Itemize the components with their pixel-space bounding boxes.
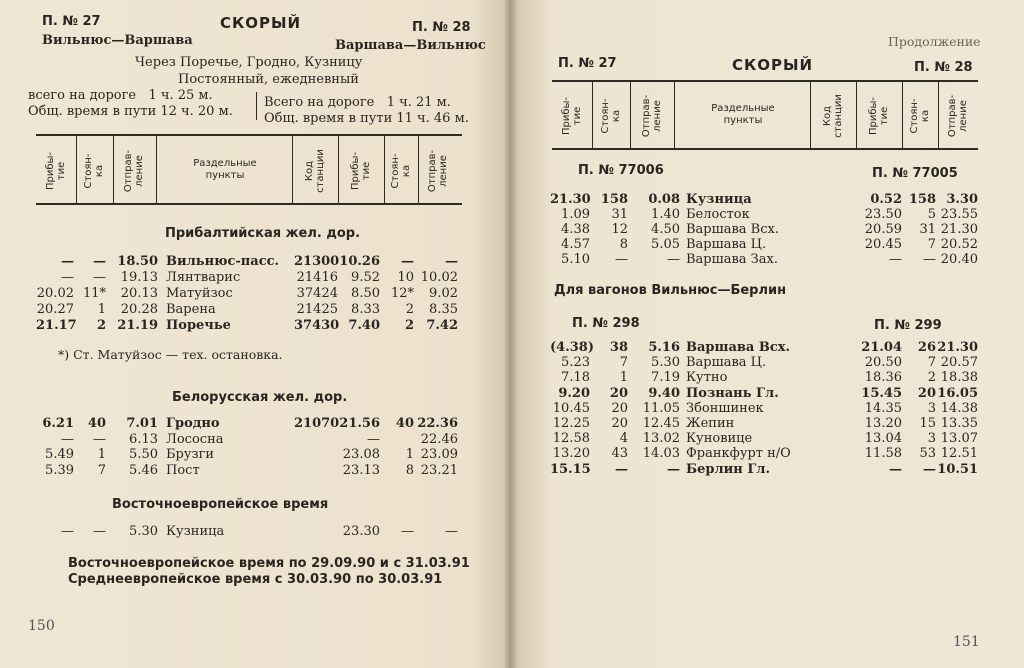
- table-cell: —: [889, 461, 902, 477]
- table-cell: 7.19: [651, 370, 680, 386]
- table-cell: 2: [96, 318, 106, 333]
- col-departure: Отправ- ление: [123, 149, 145, 193]
- train-number-left: П. № 27: [42, 14, 101, 29]
- table-cell: 4.50: [651, 222, 680, 237]
- subtrain2-left: П. № 298: [572, 316, 640, 331]
- table-cell: 43: [611, 446, 628, 462]
- table-cell: 21.30: [550, 192, 591, 207]
- table-cell: 18.38: [940, 370, 978, 386]
- table-cell: 21.56: [339, 416, 380, 431]
- table-cell: Берлин Гл.: [686, 461, 770, 477]
- table-cell: 13.04: [864, 431, 902, 447]
- table-cell: 12*: [390, 286, 414, 301]
- table-cell: 31: [919, 222, 936, 237]
- table-cell: Кузница: [686, 192, 752, 207]
- table-cell: 2: [927, 370, 936, 386]
- schedule-text: Постоянный, ежедневный: [178, 72, 359, 87]
- table-cell: 158: [600, 192, 628, 207]
- table-cell: 22.46: [420, 431, 458, 447]
- table-cell: —: [61, 431, 74, 447]
- table-cell: 21300: [294, 254, 340, 269]
- table-cell: 20.27: [36, 302, 74, 317]
- table-cell: 5.16: [648, 340, 680, 355]
- table-cell: 21.19: [117, 318, 158, 333]
- table-cell: 18.50: [117, 254, 158, 269]
- col-stop-return: Стоян- ка: [390, 153, 412, 189]
- table-cell: Варена: [166, 302, 216, 317]
- table-cell: 4.38: [561, 222, 590, 237]
- table-cell: 23.08: [342, 447, 380, 462]
- table-cell: 23.55: [940, 207, 978, 222]
- table-cell: —: [93, 254, 106, 269]
- table-cell: 1.40: [651, 207, 680, 222]
- table-cell: —: [61, 254, 74, 269]
- table-cell: 16.05: [937, 385, 978, 401]
- col-stop: Стоян- ка: [83, 153, 105, 189]
- table-cell: 37424: [296, 286, 338, 301]
- train-number-right: П. № 28: [412, 20, 471, 35]
- route-left: Вильнюс—Варшава: [42, 33, 193, 48]
- table-cell: —: [615, 252, 628, 267]
- table-cell: 14.03: [642, 446, 680, 462]
- table-cell: —: [889, 252, 902, 267]
- total-right-2: Общ. время в пути 11 ч. 46 м.: [264, 111, 469, 126]
- table-cell: 13.02: [642, 431, 680, 447]
- table-cell: 20.13: [120, 286, 158, 301]
- table-cell: Познань Гл.: [686, 385, 779, 401]
- table-cell: 21425: [296, 302, 338, 317]
- table-cell: 9.40: [648, 385, 680, 401]
- table-cell: 31: [611, 207, 628, 222]
- table-cell: 18.36: [864, 370, 902, 386]
- table-cell: 21070: [294, 416, 340, 431]
- col-stop-r: Стоян- ка: [600, 98, 622, 134]
- table-cell: 12: [611, 222, 628, 237]
- table-cell: 22.36: [417, 416, 458, 431]
- table-cell: 23.50: [864, 207, 902, 222]
- total-left-1: всего на дороге 1 ч. 25 м.: [28, 88, 213, 103]
- table-cell: —: [923, 461, 936, 477]
- table-cell: 14.38: [940, 400, 978, 416]
- table-cell: 7.40: [348, 318, 380, 333]
- col-arrival-return-r: Прибы- тие: [868, 96, 890, 136]
- table-cell: 7: [97, 462, 106, 478]
- table-cell: —: [93, 431, 106, 447]
- table-cell: 26: [917, 340, 936, 355]
- table-cell: 7.01: [126, 416, 158, 431]
- section-belarus: Белорусская жел. дор.: [172, 390, 348, 405]
- table-cell: 6.21: [42, 416, 74, 431]
- table-cell: —: [667, 461, 680, 477]
- table-cell: 5.46: [129, 462, 158, 478]
- table-cell: 11.05: [642, 400, 680, 416]
- via-text: Через Поречье, Гродно, Кузницу: [135, 55, 363, 70]
- total-right-1: Всего на дороге 1 ч. 21 м.: [264, 95, 451, 110]
- table-cell: Лянтварис: [166, 270, 241, 285]
- table-cell: 15: [919, 416, 936, 431]
- table-cell: 9.20: [558, 385, 590, 401]
- table-cell: —: [667, 252, 680, 267]
- table-cell: Кузница: [166, 524, 225, 539]
- table-cell: 3.30: [946, 192, 978, 207]
- table-cell: 1: [619, 370, 628, 386]
- table-cell: —: [61, 524, 74, 539]
- table-cell: 2: [405, 302, 414, 317]
- table-cell: 10: [397, 270, 414, 285]
- table-cell: 1: [97, 447, 106, 462]
- table-cell: 5.50: [129, 447, 158, 462]
- table-cell: 9.52: [351, 270, 380, 285]
- table-cell: (4.38): [550, 340, 594, 355]
- table-cell: Куновице: [686, 431, 753, 447]
- table-cell: 19.13: [120, 270, 158, 285]
- table-cell: 20.40: [940, 252, 978, 267]
- table-cell: 7: [927, 355, 936, 371]
- table-cell: 7: [619, 355, 628, 371]
- train-number-right-r: П. № 28: [914, 60, 973, 75]
- table-cell: 11.58: [864, 446, 902, 462]
- right-page: [510, 0, 1024, 668]
- table-cell: Лососна: [166, 431, 224, 447]
- table-cell: 1.09: [561, 207, 590, 222]
- table-cell: 38: [609, 340, 628, 355]
- page-number-right: 151: [953, 634, 980, 650]
- footer-line-2: Среднеевропейское время с 30.03.90 по 30.03.91: [68, 572, 443, 587]
- table-cell: 5.10: [561, 252, 590, 267]
- table-cell: —: [445, 254, 458, 269]
- table-cell: 1: [97, 302, 106, 317]
- table-cell: 20.02: [36, 286, 74, 301]
- table-cell: 8.33: [351, 302, 380, 317]
- header-bottom-rule-r: [552, 148, 978, 150]
- table-cell: 10.51: [937, 461, 978, 477]
- table-cell: 20: [917, 385, 936, 401]
- table-cell: 10.26: [339, 254, 380, 269]
- table-cell: 10.45: [552, 400, 590, 416]
- table-cell: 12.58: [552, 431, 590, 447]
- train-type-r: СКОРЫЙ: [732, 56, 814, 74]
- table-cell: Гродно: [166, 416, 220, 431]
- table-cell: 20.50: [864, 355, 902, 371]
- table-cell: Поречье: [166, 318, 231, 333]
- table-cell: 40: [87, 416, 106, 431]
- footer-line-1: Восточноевропейское время по 29.09.90 и с 31.03.91: [68, 556, 470, 571]
- col-arrival-r: Прибы- тие: [561, 96, 583, 136]
- table-cell: —: [93, 270, 106, 285]
- table-cell: 11*: [82, 286, 106, 301]
- table-cell: 21.04: [861, 340, 902, 355]
- table-cell: 5.05: [651, 237, 680, 252]
- table-cell: Варшава Ц.: [686, 237, 767, 252]
- table-cell: 20.45: [864, 237, 902, 252]
- table-cell: 7.42: [426, 318, 458, 333]
- table-cell: Брузги: [166, 447, 215, 462]
- table-cell: 23.09: [420, 447, 458, 462]
- table-cell: —: [367, 431, 380, 447]
- col-station-code-r: Код станции: [822, 94, 844, 138]
- table-cell: 5.49: [45, 447, 74, 462]
- table-cell: 20.57: [940, 355, 978, 371]
- table-cell: 12.45: [642, 416, 680, 431]
- totals-divider: [256, 92, 257, 120]
- col-departure-return-r: Отправ- ление: [947, 94, 969, 138]
- train-type: СКОРЫЙ: [220, 14, 302, 32]
- table-cell: —: [445, 524, 458, 539]
- table-cell: 10.02: [420, 270, 458, 285]
- table-cell: 20: [611, 400, 628, 416]
- table-cell: 6.13: [129, 431, 158, 447]
- table-cell: Вильнюс-пасс.: [166, 254, 280, 269]
- table-cell: 21.17: [36, 318, 77, 333]
- table-cell: 9.02: [429, 286, 458, 301]
- table-cell: Варшава Зах.: [686, 252, 778, 267]
- table-cell: —: [401, 524, 414, 539]
- table-cell: 4.57: [561, 237, 590, 252]
- left-page: [0, 0, 505, 668]
- table-cell: 12.25: [552, 416, 590, 431]
- table-cell: 1: [405, 447, 414, 462]
- table-cell: 12.51: [940, 446, 978, 462]
- wagons-heading: Для вагонов Вильнюс—Берлин: [554, 283, 787, 298]
- route-right: Варшава—Вильнюс: [335, 38, 486, 53]
- table-cell: 21.30: [940, 222, 978, 237]
- table-cell: Матуйзос: [166, 286, 233, 301]
- table-cell: 20.52: [940, 237, 978, 252]
- table-cell: 8: [405, 462, 414, 478]
- header-bottom-rule: [36, 203, 462, 205]
- table-cell: 13.35: [940, 416, 978, 431]
- header-top-rule: [36, 134, 462, 136]
- table-cell: 15.45: [861, 385, 902, 401]
- table-cell: Пост: [166, 462, 200, 478]
- col-arrival-return: Прибы- тие: [350, 151, 372, 191]
- table-cell: Франкфурт н/О: [686, 446, 791, 462]
- table-cell: 3: [927, 400, 936, 416]
- table-cell: 20: [611, 416, 628, 431]
- table-cell: 20: [609, 385, 628, 401]
- continuation-label: Продолжение: [888, 34, 981, 49]
- table-cell: 5: [927, 207, 936, 222]
- table-cell: 15.15: [550, 461, 591, 477]
- table-cell: 0.52: [870, 192, 902, 207]
- col-station-code: Код станции: [304, 149, 326, 193]
- table-cell: —: [401, 254, 414, 269]
- table-cell: Жепин: [686, 416, 735, 431]
- section-east-european: Восточноевропейское время: [112, 497, 329, 512]
- table-cell: —: [61, 270, 74, 285]
- table-cell: 8.50: [351, 286, 380, 301]
- header-top-rule-r: [552, 80, 978, 82]
- table-cell: 0.08: [648, 192, 680, 207]
- table-cell: 5.30: [129, 524, 158, 539]
- footnote: *) Ст. Матуйзос — тех. остановка.: [58, 347, 283, 362]
- table-cell: 23.21: [420, 462, 458, 478]
- table-cell: 5.30: [651, 355, 680, 371]
- table-cell: Варшава Ц.: [686, 355, 767, 371]
- table-cell: Кутно: [686, 370, 728, 386]
- col-departure-return: Отправ- ление: [427, 149, 449, 193]
- table-cell: Варшава Всх.: [686, 340, 791, 355]
- table-cell: 2: [404, 318, 414, 333]
- table-cell: Варшава Всх.: [686, 222, 779, 237]
- col-stations: Раздельные пункты: [193, 158, 257, 181]
- table-cell: 13.20: [552, 446, 590, 462]
- table-cell: 53: [919, 446, 936, 462]
- col-stations-r: Раздельные пункты: [711, 103, 775, 126]
- col-stop-return-r: Стоян- ка: [909, 98, 931, 134]
- table-cell: 37430: [294, 318, 340, 333]
- table-cell: 23.13: [342, 462, 380, 478]
- table-cell: —: [615, 461, 628, 477]
- subtrain-left: П. № 77006: [578, 163, 664, 178]
- table-cell: 20.59: [864, 222, 902, 237]
- table-cell: 3: [927, 431, 936, 447]
- table-cell: 7: [927, 237, 936, 252]
- table-cell: 13.07: [940, 431, 978, 447]
- subtrain-right: П. № 77005: [872, 166, 958, 181]
- table-cell: 40: [395, 416, 414, 431]
- total-left-2: Общ. время в пути 12 ч. 20 м.: [28, 104, 233, 119]
- table-cell: 5.23: [561, 355, 590, 371]
- page-number-left: 150: [28, 618, 55, 634]
- col-departure-r: Отправ- ление: [641, 94, 663, 138]
- section-baltic: Прибалтийская жел. дор.: [165, 226, 361, 241]
- table-cell: 21416: [296, 270, 338, 285]
- table-cell: —: [923, 252, 936, 267]
- table-cell: 4: [619, 431, 628, 447]
- train-number-left-r: П. № 27: [558, 56, 617, 71]
- table-cell: Збоншинек: [686, 400, 764, 416]
- table-cell: 5.39: [45, 462, 74, 478]
- table-cell: 158: [908, 192, 936, 207]
- col-arrival: Прибы- тие: [45, 151, 67, 191]
- table-cell: Белосток: [686, 207, 750, 222]
- table-cell: —: [93, 524, 106, 539]
- table-cell: 8: [619, 237, 628, 252]
- table-cell: 21.30: [937, 340, 978, 355]
- table-cell: 23.30: [342, 524, 380, 539]
- table-cell: 7.18: [561, 370, 590, 386]
- table-cell: 20.28: [120, 302, 158, 317]
- table-cell: 8.35: [429, 302, 458, 317]
- subtrain2-right: П. № 299: [874, 318, 942, 333]
- table-cell: 14.35: [864, 400, 902, 416]
- table-cell: 13.20: [864, 416, 902, 431]
